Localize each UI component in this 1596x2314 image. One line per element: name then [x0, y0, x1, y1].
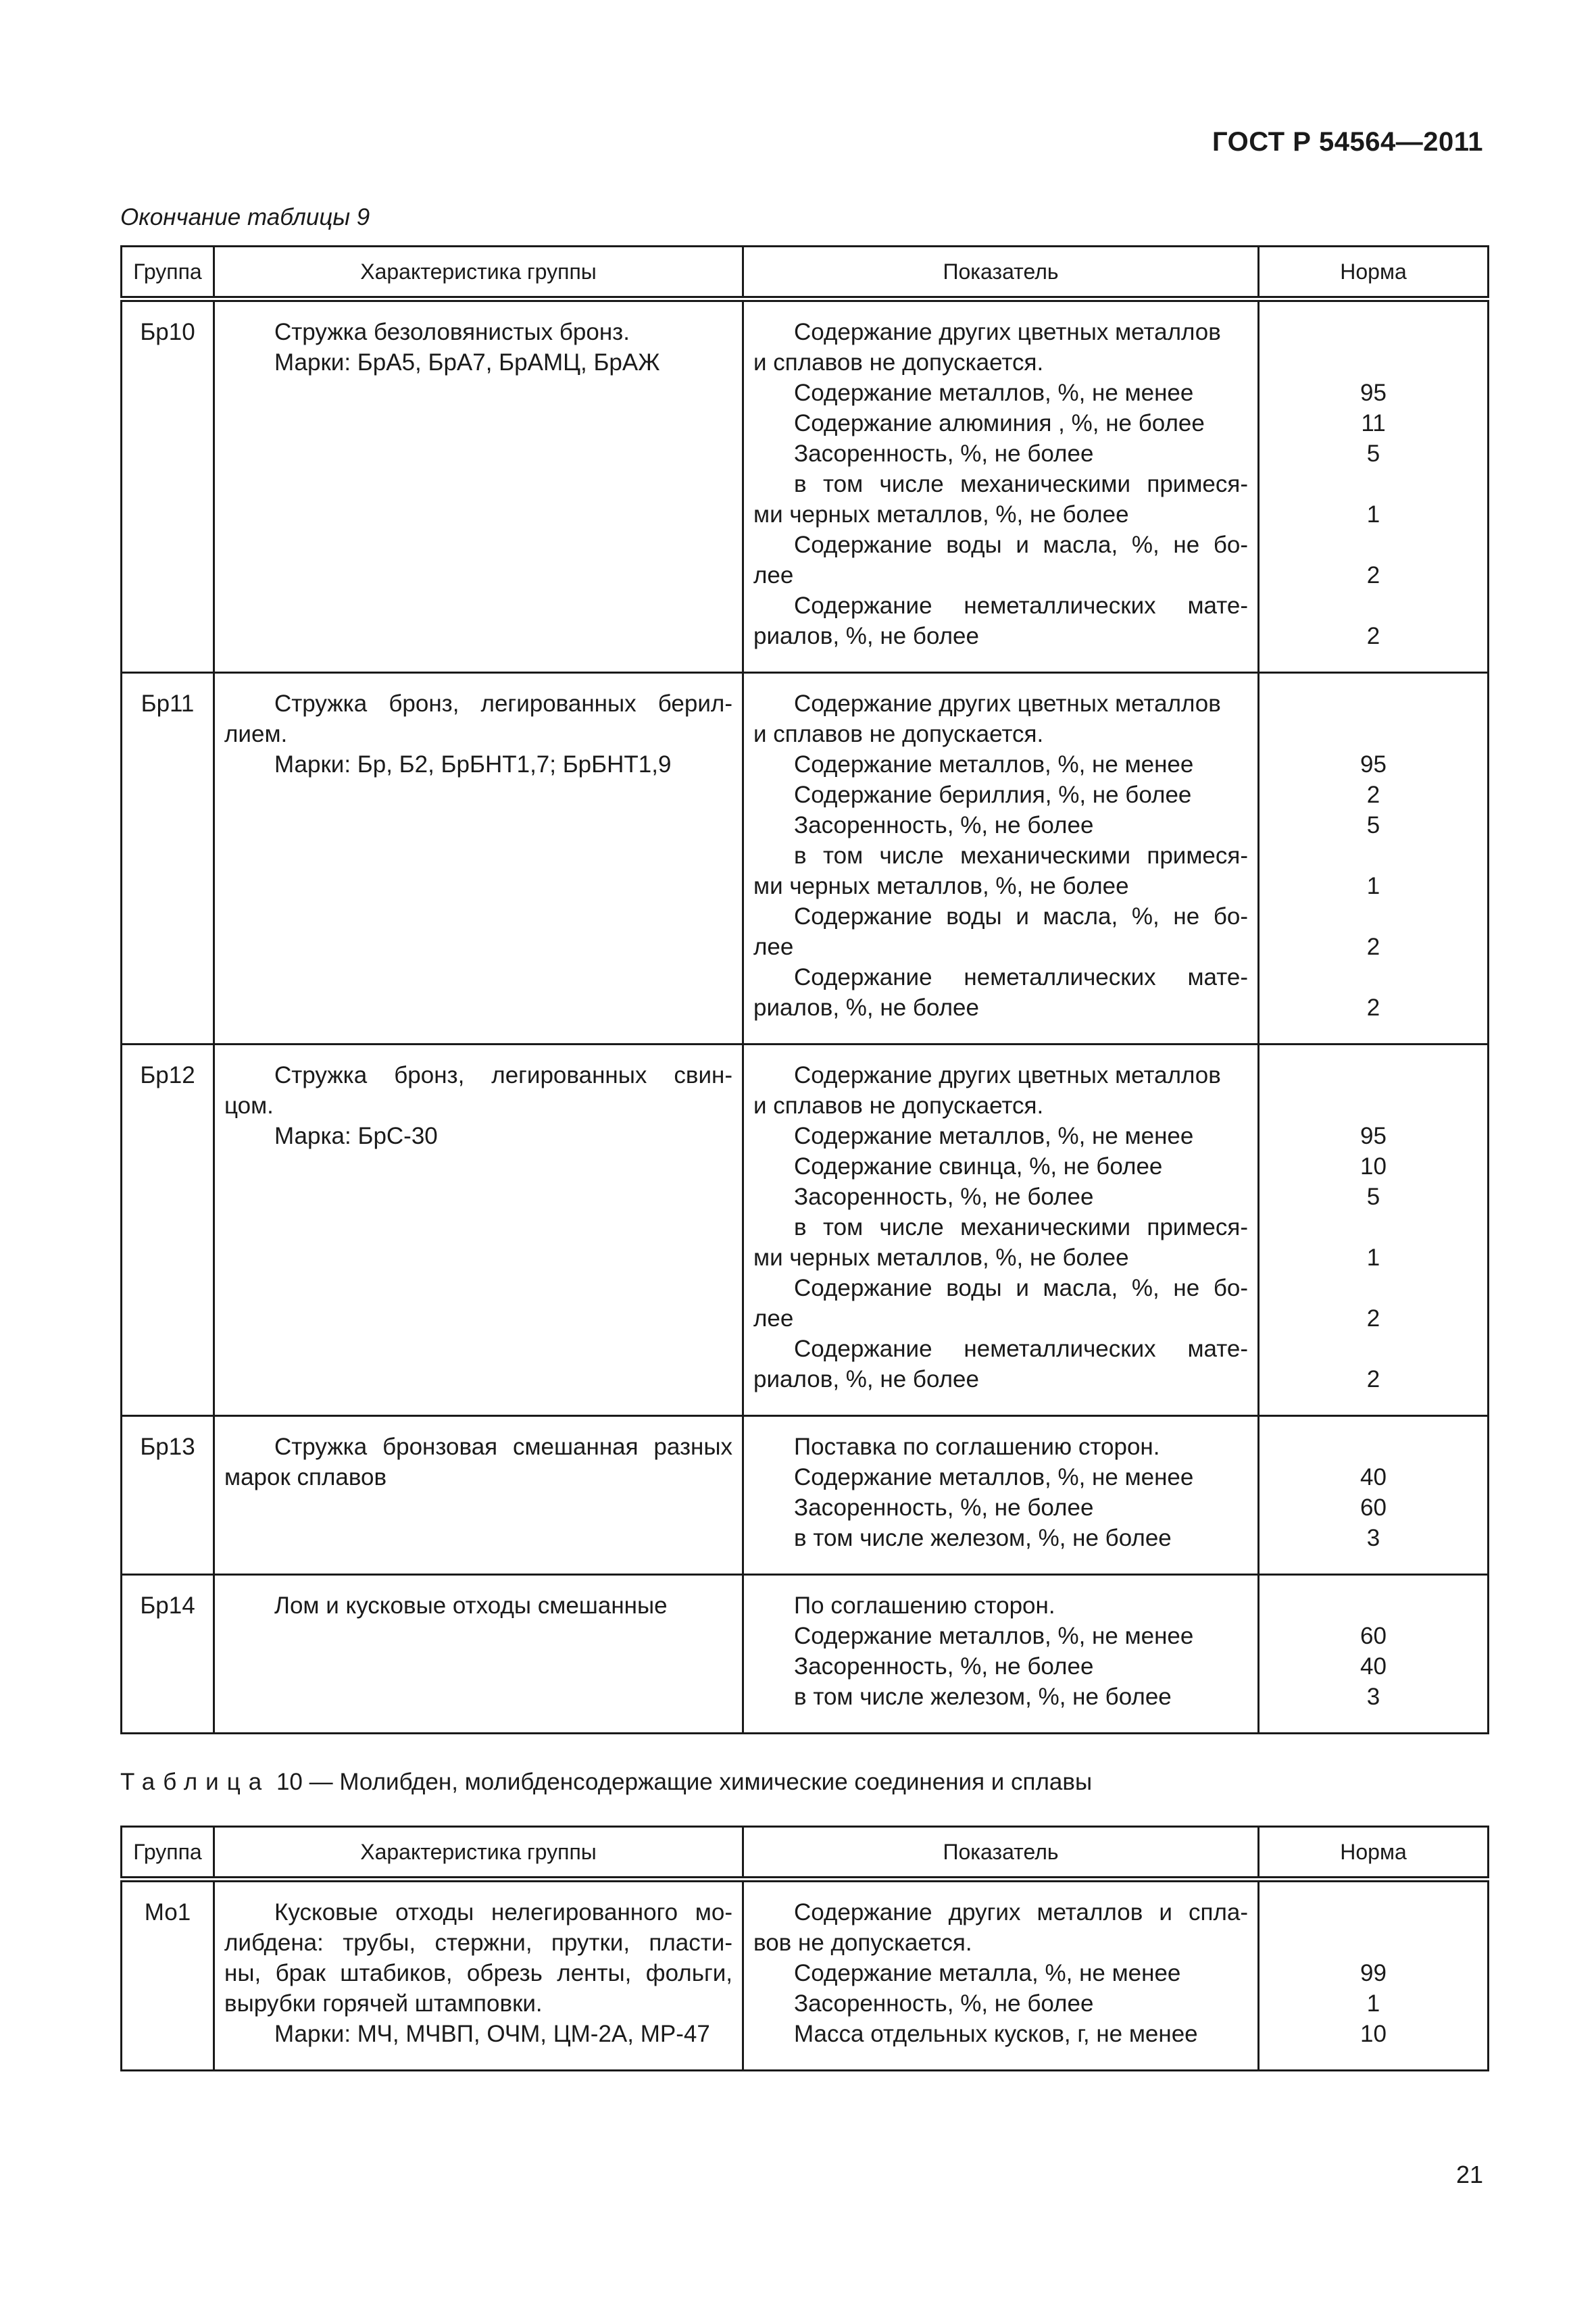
- indicator-line: Содержание других цветных металлов: [794, 319, 1221, 345]
- characteristic-line: Стружка безоловянистых бронз.: [274, 319, 630, 345]
- indicator-line: Содержание алюминия , %, не более: [794, 410, 1205, 436]
- column-header-group: Группа: [122, 1827, 214, 1880]
- indicator-line: ми черных металлов, %, не более: [753, 1244, 1129, 1271]
- cell-norm: [1259, 1045, 1489, 1416]
- column-header-norm: Норма: [1259, 247, 1489, 299]
- norm-value: 2: [1366, 562, 1380, 588]
- cell-norm: [1259, 1416, 1489, 1575]
- indicator-line: вов не допускается.: [753, 1930, 972, 1956]
- norm-value: 95: [1360, 751, 1387, 778]
- norm-value: 2: [1366, 623, 1380, 649]
- norm-value: [1260, 1897, 1487, 1928]
- characteristic-line: вырубки горячей штамповки.: [224, 1990, 543, 2017]
- indicator-line: Масса отдельных кусков, г, не менее: [794, 2021, 1198, 2047]
- group-code: Бр13: [140, 1434, 195, 1460]
- group-code: Бр10: [140, 319, 195, 345]
- cell-indicator: [743, 1416, 1259, 1575]
- norm-value: [1260, 1090, 1487, 1121]
- cell-indicator: [743, 1880, 1259, 2071]
- indicator-line: Содержание металлов, %, не менее: [794, 380, 1194, 406]
- indicator-line: Содержание воды и масла, %, не бо-: [794, 1275, 1248, 1301]
- indicator-line: в том числе механическими примеся-: [794, 842, 1248, 869]
- table-row: [122, 1880, 1489, 2071]
- column-header-indicator: Показатель: [743, 1827, 1259, 1880]
- table-9-header-row: [122, 247, 1489, 299]
- characteristic-line: цом.: [224, 1092, 274, 1119]
- norm-value: 40: [1360, 1653, 1387, 1680]
- cell-indicator: [743, 1045, 1259, 1416]
- norm-value: 5: [1366, 1184, 1380, 1210]
- indicator-line: лее: [753, 1305, 794, 1332]
- cell-norm: [1259, 673, 1489, 1045]
- characteristic-line: Марка: БрС-30: [274, 1123, 438, 1149]
- indicator-line: Засоренность, %, не более: [794, 1990, 1094, 2017]
- norm-value: 1: [1366, 501, 1380, 528]
- standard-designation: ГОСТ Р 54564—2011: [1212, 127, 1483, 157]
- norm-value: 2: [1366, 1305, 1380, 1332]
- characteristic-line: либдена: трубы, стержни, прутки, пласти-: [224, 1930, 732, 1956]
- indicator-line: Засоренность, %, не более: [794, 1494, 1094, 1521]
- indicator-line: ми черных металлов, %, не более: [753, 501, 1129, 528]
- indicator-line: Содержание других цветных металлов: [794, 690, 1221, 717]
- cell-group: [122, 1880, 214, 2071]
- norm-value: [1260, 1334, 1487, 1364]
- cell-characteristic: [214, 299, 743, 673]
- indicator-line: лее: [753, 934, 794, 960]
- norm-value: 95: [1360, 1123, 1387, 1149]
- table-row: [122, 673, 1489, 1045]
- cell-group: [122, 673, 214, 1045]
- indicator-line: в том числе механическими примеся-: [794, 1214, 1248, 1240]
- characteristic-line: Стружка бронз, легированных берил-: [274, 690, 732, 717]
- characteristic-line: Стружка бронз, легированных свин-: [274, 1062, 732, 1088]
- indicator-line: лее: [753, 562, 794, 588]
- indicator-line: Содержание неметаллических мате-: [794, 593, 1248, 619]
- table-row: [122, 1416, 1489, 1575]
- norm-value: 1: [1366, 1244, 1380, 1271]
- indicator-line: Содержание других металлов и спла-: [794, 1899, 1248, 1926]
- page-number: 21: [1455, 2161, 1483, 2188]
- cell-indicator: [743, 673, 1259, 1045]
- table-row: [122, 1045, 1489, 1416]
- norm-value: 10: [1360, 1153, 1387, 1180]
- cell-group: [122, 1575, 214, 1734]
- indicator-line: Содержание воды и масла, %, не бо-: [794, 532, 1248, 558]
- norm-value: [1260, 1432, 1487, 1462]
- cell-norm: [1259, 299, 1489, 673]
- characteristic-line: Кусковые отходы нелегированного мо-: [274, 1899, 732, 1926]
- indicator-line: Содержание неметаллических мате-: [794, 1336, 1248, 1362]
- indicator-line: и сплавов не допускается.: [753, 721, 1044, 747]
- group-code: Мо1: [144, 1899, 191, 1926]
- indicator-line: Содержание других цветных металлов: [794, 1062, 1221, 1088]
- characteristic-line: Марки: МЧ, МЧВП, ОЧМ, ЦМ-2А, МР-47: [274, 2021, 710, 2047]
- cell-characteristic: [214, 1416, 743, 1575]
- table-10-header-row: [122, 1827, 1489, 1880]
- indicator-line: и сплавов не допускается.: [753, 1092, 1044, 1119]
- characteristic-line: Марки: БрА5, БрА7, БрАМЦ, БрАЖ: [274, 349, 660, 376]
- norm-value: 1: [1366, 1990, 1380, 2017]
- norm-value: 60: [1360, 1494, 1387, 1521]
- table-10-body: [122, 1880, 1489, 2071]
- norm-value: 3: [1366, 1684, 1380, 1710]
- norm-value: [1260, 530, 1487, 560]
- characteristic-line: Лом и кусковые отходы смешанные: [274, 1592, 668, 1619]
- norm-value: 1: [1366, 873, 1380, 899]
- norm-value: [1260, 719, 1487, 749]
- group-code: Бр12: [140, 1062, 195, 1088]
- norm-value: [1260, 1928, 1487, 1958]
- norm-value: [1260, 347, 1487, 378]
- indicator-line: в том числе железом, %, не более: [794, 1525, 1172, 1551]
- table-9: [120, 245, 1489, 1734]
- indicator-line: в том числе железом, %, не более: [794, 1684, 1172, 1710]
- indicator-line: риалов, %, не более: [753, 995, 979, 1021]
- cell-characteristic: [214, 1045, 743, 1416]
- norm-value: 11: [1361, 410, 1386, 436]
- cell-group: [122, 1416, 214, 1575]
- column-header-group: Группа: [122, 247, 214, 299]
- cell-characteristic: [214, 673, 743, 1045]
- norm-value: [1260, 1060, 1487, 1090]
- norm-value: [1260, 1212, 1487, 1242]
- norm-value: 2: [1366, 782, 1380, 808]
- indicator-line: Засоренность, %, не более: [794, 441, 1094, 467]
- indicator-line: Содержание неметаллических мате-: [794, 964, 1248, 990]
- cell-group: [122, 299, 214, 673]
- indicator-line: Содержание бериллия, %, не более: [794, 782, 1192, 808]
- norm-value: [1260, 901, 1487, 932]
- column-header-characteristic: Характеристика группы: [214, 247, 743, 299]
- table-9-caption: Окончание таблицы 9: [120, 204, 370, 230]
- indicator-line: в том числе механическими примеся-: [794, 471, 1248, 497]
- indicator-line: Содержание металла, %, не менее: [794, 1960, 1181, 1986]
- norm-value: 3: [1366, 1525, 1380, 1551]
- norm-value: 2: [1366, 934, 1380, 960]
- table-10: [120, 1826, 1489, 2071]
- norm-value: [1260, 962, 1487, 992]
- norm-value: [1260, 469, 1487, 499]
- table-10-title: [120, 1769, 1092, 1796]
- indicator-line: Содержание металлов, %, не менее: [794, 1123, 1194, 1149]
- norm-value: [1260, 1273, 1487, 1303]
- indicator-line: Засоренность, %, не более: [794, 812, 1094, 838]
- cell-group: [122, 1045, 214, 1416]
- table-row: [122, 1575, 1489, 1734]
- cell-characteristic: [214, 1575, 743, 1734]
- characteristic-line: Стружка бронзовая смешанная разных: [274, 1434, 732, 1460]
- norm-value: [1260, 840, 1487, 871]
- column-header-norm: Норма: [1259, 1827, 1489, 1880]
- norm-value: 10: [1360, 2021, 1387, 2047]
- cell-norm: [1259, 1880, 1489, 2071]
- norm-value: [1260, 1590, 1487, 1621]
- norm-value: [1260, 317, 1487, 347]
- indicator-line: Содержание металлов, %, не менее: [794, 1464, 1194, 1490]
- norm-value: 99: [1360, 1960, 1387, 1986]
- cell-indicator: [743, 299, 1259, 673]
- characteristic-line: Марки: Бр, Б2, БрБНТ1,7; БрБНТ1,9: [274, 751, 672, 778]
- norm-value: 5: [1366, 812, 1380, 838]
- norm-value: 60: [1360, 1623, 1387, 1649]
- norm-value: [1260, 688, 1487, 719]
- indicator-line: Засоренность, %, не более: [794, 1184, 1094, 1210]
- column-header-characteristic: Характеристика группы: [214, 1827, 743, 1880]
- indicator-line: риалов, %, не более: [753, 623, 979, 649]
- table-10-label: Таблица: [120, 1769, 270, 1795]
- norm-value: 95: [1360, 380, 1387, 406]
- cell-norm: [1259, 1575, 1489, 1734]
- characteristic-line: ны, брак штабиков, обрезь ленты, фольги,: [224, 1960, 732, 1986]
- table-row: [122, 299, 1489, 673]
- norm-value: 40: [1360, 1464, 1387, 1490]
- indicator-line: По соглашению сторон.: [794, 1592, 1055, 1619]
- cell-characteristic: [214, 1880, 743, 2071]
- indicator-line: Содержание металлов, %, не менее: [794, 1623, 1194, 1649]
- norm-value: 2: [1366, 995, 1380, 1021]
- column-header-indicator: Показатель: [743, 247, 1259, 299]
- norm-value: 5: [1366, 441, 1380, 467]
- table-9-body: [122, 299, 1489, 1734]
- indicator-line: Содержание свинца, %, не более: [794, 1153, 1163, 1180]
- indicator-line: и сплавов не допускается.: [753, 349, 1044, 376]
- indicator-line: Засоренность, %, не более: [794, 1653, 1094, 1680]
- group-code: Бр14: [140, 1592, 195, 1619]
- group-code: Бр11: [141, 690, 195, 717]
- cell-indicator: [743, 1575, 1259, 1734]
- indicator-line: Содержание металлов, %, не менее: [794, 751, 1194, 778]
- indicator-line: Поставка по соглашению сторон.: [794, 1434, 1160, 1460]
- indicator-line: риалов, %, не более: [753, 1366, 979, 1392]
- indicator-line: ми черных металлов, %, не более: [753, 873, 1129, 899]
- table-10-number-title: 10 — Молибден, молибденсодержащие химические соединения и сплавы: [276, 1769, 1093, 1795]
- norm-value: [1260, 590, 1487, 621]
- indicator-line: Содержание воды и масла, %, не бо-: [794, 903, 1248, 930]
- characteristic-line: лием.: [224, 721, 288, 747]
- characteristic-line: марок сплавов: [224, 1464, 387, 1490]
- norm-value: 2: [1366, 1366, 1380, 1392]
